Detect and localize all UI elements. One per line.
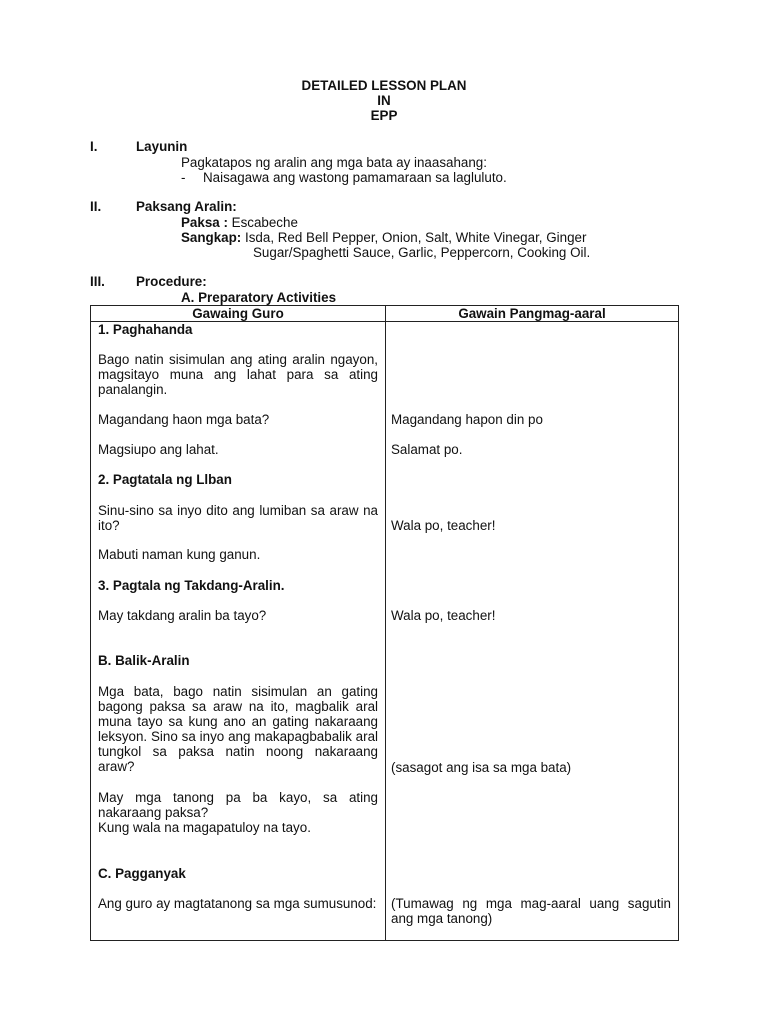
section2-numeral: II. — [90, 199, 102, 214]
section3-title: Procedure: — [136, 274, 207, 289]
greeting-text: Magandang haon mga bata? — [98, 412, 270, 427]
section1-intro: Pagkatapos ng aralin ang mga bata ay inaasahang: — [181, 155, 487, 170]
section3-subtitle: A. Preparatory Activities — [181, 290, 337, 305]
balik-heading: B. Balik-Aralin — [98, 653, 190, 668]
section1-numeral: I. — [90, 139, 98, 154]
col2-header: Gawain Pangmag-aaral — [458, 306, 606, 321]
tanong-text2: Kung wala na magapatuloy na tayo. — [98, 820, 311, 835]
paghahanda-heading: 1. Paghahanda — [98, 322, 193, 337]
balik-text: Mga bata, bago natin sisimulan an gating bagong paksa sa araw na ito, magbalik aral muna tayo sa kung ano an gating nakaraang leksyon. Sino sa inyo ang makapagbabalik aral tungkol sa paksa natin noong nakaraang araw? — [98, 684, 378, 774]
pagganyak-heading: C. Pagganyak — [98, 866, 186, 881]
pagganyak-reply: (Tumawag ng mga mag-aaral uang sagutin ang mga tanong) — [391, 896, 671, 926]
table-column-divider — [385, 306, 386, 940]
pagtatala-heading: 2. Pagtatala ng Llban — [98, 472, 232, 487]
sangkap-value-line1: Isda, Red Bell Pepper, Onion, Salt, White Vinegar, Ginger — [245, 230, 587, 245]
paghahanda-text: Bago natin sisimulan ang ating aralin ngayon, magsitayo muna ang lahat para sa ating panalangin. — [98, 352, 378, 397]
doc-title-line3: EPP — [370, 108, 398, 123]
sangkap-line — [181, 230, 586, 245]
pagtatala-text: Sinu-sino sa inyo dito ang lumiban sa araw na ito? — [98, 503, 378, 533]
section2-title: Paksang Aralin: — [136, 199, 237, 214]
section1-bullet: Naisagawa ang wastong pamamaraan sa lagluluto. — [203, 170, 507, 185]
pagganyak-text: Ang guro ay magtatanong sa mga sumusunod: — [98, 896, 377, 911]
sangkap-value-line2: Sugar/Spaghetti Sauce, Garlic, Peppercorn, Cooking Oil. — [253, 245, 591, 260]
paksa-line — [181, 215, 298, 230]
section3-numeral: III. — [90, 274, 105, 289]
takdang-text: May takdang aralin ba tayo? — [98, 608, 267, 623]
sit-reply: Salamat po. — [391, 442, 463, 457]
paksa-value: Escabeche — [231, 215, 298, 230]
tanong-text: May mga tanong pa ba kayo, sa ating nakaraang paksa? — [98, 790, 378, 820]
pagtatala-reply: Wala po, teacher! — [391, 518, 496, 533]
takdang-reply: Wala po, teacher! — [391, 608, 496, 623]
section1-title: Layunin — [136, 139, 188, 154]
section1-bullet-dash: - — [181, 170, 186, 185]
activities-table — [90, 305, 679, 941]
greeting-reply: Magandang hapon din po — [391, 412, 543, 427]
paksa-label: Paksa : — [181, 215, 228, 230]
takdang-heading: 3. Pagtala ng Takdang-Aralin. — [98, 578, 285, 593]
doc-title-line1: DETAILED LESSON PLAN — [301, 78, 467, 93]
sit-text: Magsiupo ang lahat. — [98, 442, 219, 457]
doc-title-line2: IN — [377, 93, 391, 108]
balik-reply: (sasagot ang isa sa mga bata) — [391, 760, 572, 775]
mabuti-text: Mabuti naman kung ganun. — [98, 547, 261, 562]
col1-header: Gawaing Guro — [192, 306, 284, 321]
sangkap-label: Sangkap: — [181, 230, 242, 245]
